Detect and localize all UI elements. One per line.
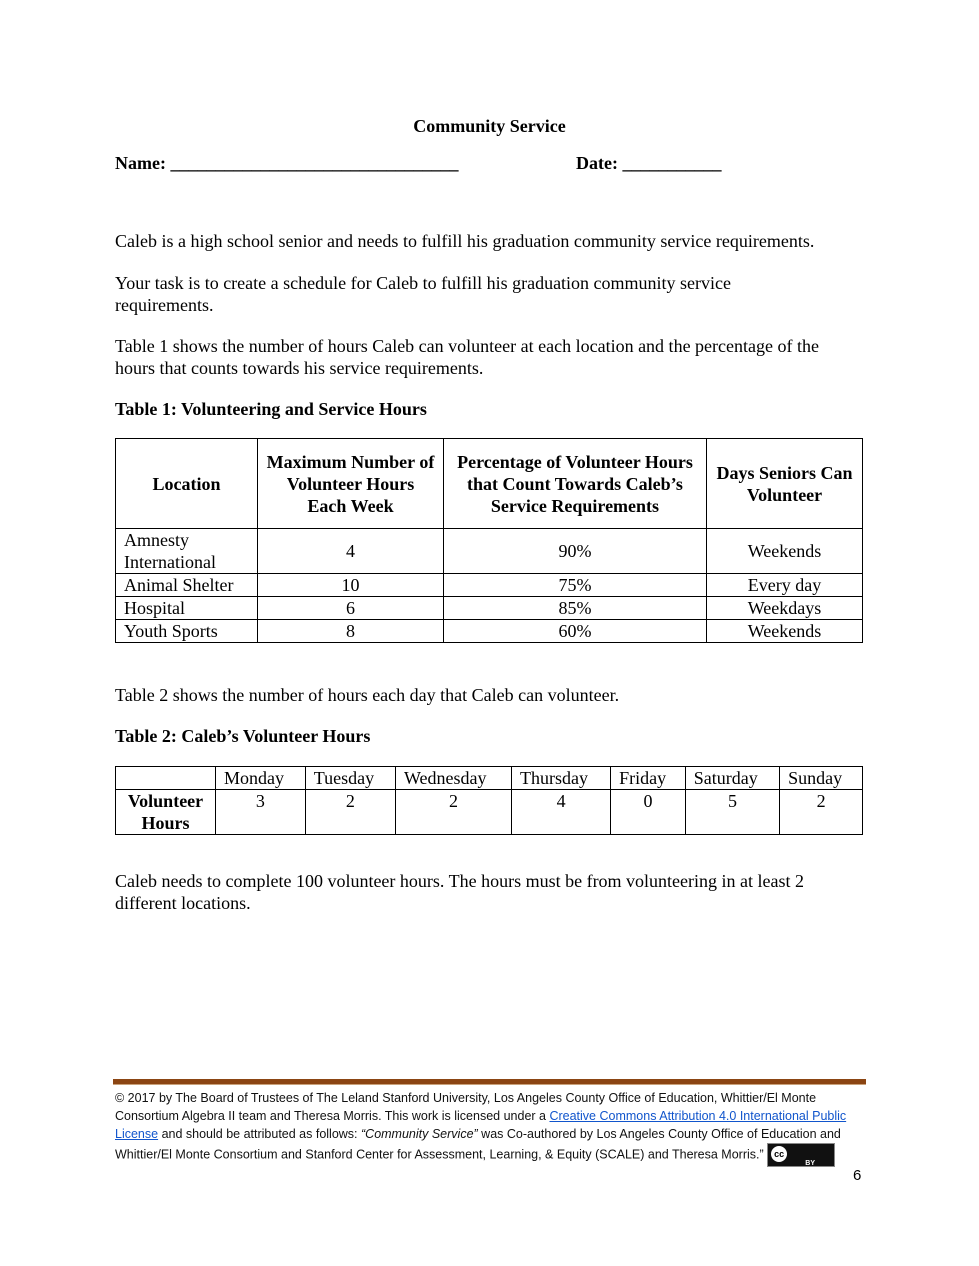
table-volunteer-hours	[115, 766, 863, 835]
page-number: 6	[853, 1167, 862, 1184]
col-header: Location	[116, 439, 258, 529]
table-row	[116, 597, 863, 620]
cell: Youth Sports	[116, 620, 258, 643]
cell: 90%	[444, 529, 707, 574]
day-header: Saturday	[685, 767, 779, 790]
footer	[115, 1089, 865, 1167]
name-label	[115, 153, 458, 174]
table-row	[116, 790, 863, 835]
date-label-text: Date:	[576, 153, 618, 173]
col-header: Days Seniors Can Volunteer	[707, 439, 863, 529]
footer-text: was Co-authored by Los Angeles County Office of Education and Whittier/El Monte Consortium and Stanford Center for Assessment, Learning, & Equity (SCALE) and Theresa Morris.”	[115, 1127, 841, 1162]
col-header: Percentage of Volunteer Hours that Count Towards Caleb’s Service Requirements	[444, 439, 707, 529]
cell: Weekdays	[707, 597, 863, 620]
cell: Amnesty International	[116, 529, 258, 574]
table-row	[116, 529, 863, 574]
footer-text: © 2017 by The Board of Trustees of The Leland Stanford University, Los Angeles County Office of Education, Whittier/El Monte Consortium Algebra II team and Theresa Morris. This work is licensed under a	[115, 1091, 817, 1123]
cc-by-badge-icon[interactable]	[767, 1143, 835, 1167]
paragraph: Table 1 shows the number of hours Caleb can volunteer at each location and the percentage of the hours that counts towards his service requirements.	[115, 336, 819, 378]
day-header: Sunday	[780, 767, 863, 790]
day-header: Friday	[611, 767, 686, 790]
license-link[interactable]: Creative Commons Attribution 4.0 International Public License	[115, 1109, 847, 1141]
cell: 6	[258, 597, 444, 620]
paragraph: Caleb is a high school senior and needs to fulfill his graduation community service requirements.	[115, 231, 815, 251]
paragraph: Caleb needs to complete 100 volunteer hours. The hours must be from volunteering in at least 2 different locations.	[115, 871, 805, 913]
cell: 2	[780, 790, 863, 835]
cell: 4	[258, 529, 444, 574]
by-icon: BY	[805, 1160, 816, 1167]
cell: Animal Shelter	[116, 574, 258, 597]
cell: 8	[258, 620, 444, 643]
paragraph: Your task is to create a schedule for Caleb to fulfill his graduation community service requirements.	[115, 273, 732, 315]
day-header: Thursday	[512, 767, 611, 790]
date-label	[576, 153, 721, 174]
cell: Weekends	[707, 620, 863, 643]
cell: 4	[512, 790, 611, 835]
cell: 85%	[444, 597, 707, 620]
footer-title: “Community Service”	[361, 1127, 478, 1141]
cell: Every day	[707, 574, 863, 597]
cell: 5	[685, 790, 779, 835]
cell: 75%	[444, 574, 707, 597]
cell: 10	[258, 574, 444, 597]
cell: 2	[395, 790, 511, 835]
cell: Hospital	[116, 597, 258, 620]
day-header: Wednesday	[395, 767, 511, 790]
name-label-text: Name:	[115, 153, 166, 173]
cell: 60%	[444, 620, 707, 643]
empty-cell	[116, 767, 216, 790]
day-header: Tuesday	[305, 767, 395, 790]
row-label: Volunteer Hours	[116, 790, 216, 835]
footer-rule	[113, 1079, 866, 1085]
date-blank[interactable]: ___________	[622, 153, 722, 173]
table1-caption: Table 1: Volunteering and Service Hours	[115, 399, 427, 419]
cell: 2	[305, 790, 395, 835]
cc-icon: cc	[771, 1146, 787, 1162]
table-row	[116, 574, 863, 597]
table-row	[116, 620, 863, 643]
paragraph: Table 2 shows the number of hours each day that Caleb can volunteer.	[115, 685, 620, 705]
table2-caption: Table 2: Caleb’s Volunteer Hours	[115, 726, 371, 746]
footer-text: and should be attributed as follows:	[158, 1127, 361, 1141]
cell: Weekends	[707, 529, 863, 574]
cell: 0	[611, 790, 686, 835]
col-header: Maximum Number of Volunteer Hours Each Week	[258, 439, 444, 529]
table-volunteering	[115, 438, 863, 643]
day-header: Monday	[216, 767, 306, 790]
cell: 3	[216, 790, 306, 835]
page-title: Community Service	[413, 116, 566, 136]
name-blank[interactable]: ________________________________	[170, 153, 459, 173]
